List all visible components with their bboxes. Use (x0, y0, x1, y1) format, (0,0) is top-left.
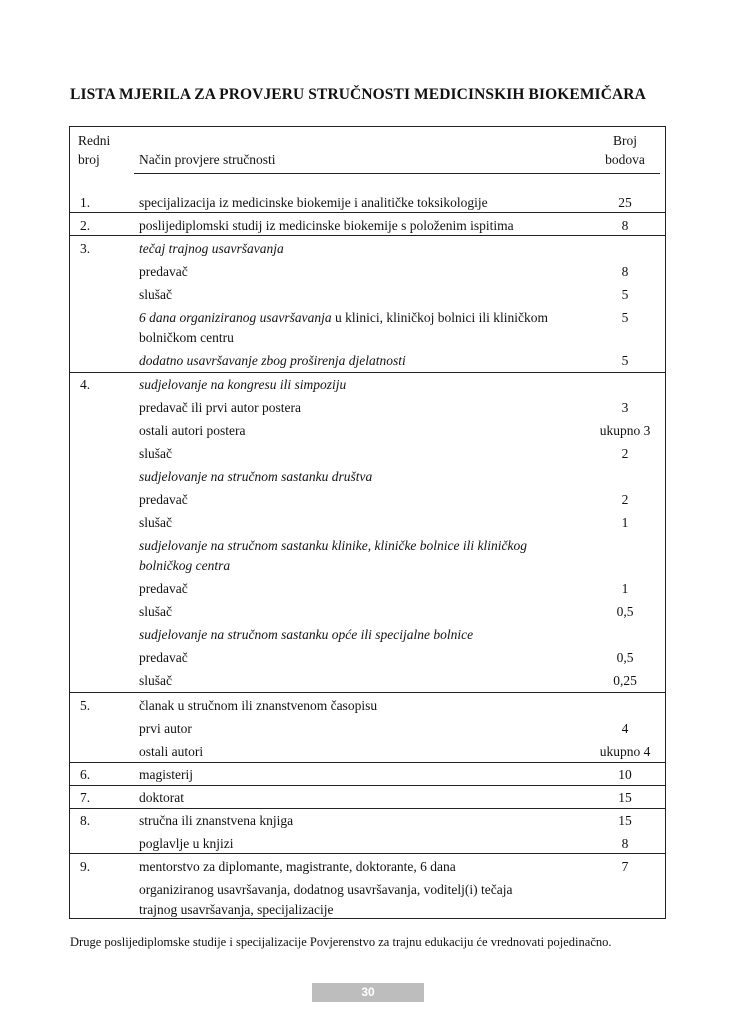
criterion-text: slušač (139, 287, 172, 302)
row-number: 5. (80, 698, 91, 713)
header-desc: Način provjere stručnosti (139, 152, 276, 167)
criterion-text: predavač (139, 650, 188, 665)
criterion-text: predavač (139, 492, 188, 507)
criterion-text: slušač (139, 446, 172, 461)
criterion-text: bolničkog centra (139, 558, 231, 573)
criterion-text: sudjelovanje na stručnom sastanku opće ili specijalne bolnice (139, 627, 474, 642)
points-value: 2 (621, 492, 629, 507)
row-number: 8. (80, 813, 91, 828)
points-value: 5 (621, 353, 629, 368)
criterion-text: prvi autor (139, 721, 192, 736)
criterion-text: ostali autori postera (139, 423, 246, 438)
criterion-text: doktorat (139, 790, 184, 805)
points-value: 0,25 (613, 673, 637, 688)
row-number: 4. (80, 377, 91, 392)
criterion-text: 6 dana organiziranog usavršavanja u klinici, kliničkoj bolnici ili kliničkom (139, 310, 548, 325)
points-value: ukupno 3 (599, 423, 651, 438)
row-separator (69, 372, 666, 373)
points-value: 2 (621, 446, 629, 461)
criterion-text: slušač (139, 673, 172, 688)
criterion-text: sudjelovanje na kongresu ili simpoziju (139, 377, 347, 392)
points-value: 1 (621, 515, 629, 530)
points-value: 10 (618, 767, 632, 782)
criterion-text: članak u stručnom ili znanstvenom časopisu (139, 698, 378, 713)
criterion-text: sudjelovanje na stručnom sastanku društva (139, 469, 373, 484)
row-number: 6. (80, 767, 91, 782)
points-value: 15 (618, 790, 632, 805)
row-separator (69, 692, 666, 693)
row-number: 1. (80, 195, 91, 210)
criterion-text: trajnog usavršavanja, specijalizacije (139, 902, 334, 917)
points-value: 5 (621, 310, 629, 325)
footnote: Druge poslijediplomske studije i specijalizacije Povjerenstvo za trajnu edukaciju će vrednovati pojedinačno. (70, 935, 612, 949)
points-value: 15 (618, 813, 632, 828)
row-separator (69, 808, 666, 809)
criterion-text: predavač (139, 581, 188, 596)
header-rule (134, 173, 660, 174)
points-value: 25 (618, 195, 632, 210)
points-value: 3 (621, 400, 629, 415)
row-separator (69, 212, 666, 213)
row-number: 3. (80, 241, 91, 256)
criterion-text: poglavlje u knjizi (139, 836, 234, 851)
criterion-text: dodatno usavršavanje zbog proširenja djelatnosti (139, 353, 406, 368)
points-value: 0,5 (616, 604, 634, 619)
criterion-text: ostali autori (139, 744, 204, 759)
points-value: 5 (621, 287, 629, 302)
page-title: LISTA MJERILA ZA PROVJERU STRUČNOSTI MEDICINSKIH BIOKEMIČARA (70, 86, 646, 103)
criterion-text: sudjelovanje na stručnom sastanku klinike, kliničke bolnice ili kliničkog (139, 538, 528, 553)
header-num-1: Redni (78, 133, 111, 148)
criterion-text-italic: 6 dana organiziranog usavršavanja (139, 310, 332, 325)
header-pts-1: Broj (612, 133, 637, 148)
points-value: 1 (621, 581, 629, 596)
criterion-text: organiziranog usavršavanja, dodatnog usavršavanja, voditelj(i) tečaja (139, 882, 513, 897)
row-number: 7. (80, 790, 91, 805)
points-value: 8 (621, 264, 629, 279)
row-separator (69, 853, 666, 854)
row-separator (69, 785, 666, 786)
criterion-text: predavač ili prvi autor postera (139, 400, 301, 415)
criterion-text: slušač (139, 604, 172, 619)
criterion-text: slušač (139, 515, 172, 530)
header-pts-2: bodova (605, 152, 645, 167)
criterion-text: bolničkom centru (139, 330, 234, 345)
criterion-text: tečaj trajnog usavršavanja (139, 241, 284, 256)
points-value: 4 (621, 721, 629, 736)
page-number: 30 (312, 983, 424, 1002)
points-value: 0,5 (616, 650, 634, 665)
points-value: 7 (621, 859, 629, 874)
row-separator (69, 762, 666, 763)
row-number: 9. (80, 859, 91, 874)
row-separator (69, 235, 666, 236)
criterion-text: specijalizacija iz medicinske biokemije i analitičke toksikologije (139, 195, 488, 210)
points-value: 8 (621, 218, 629, 233)
criterion-text: stručna ili znanstvena knjiga (139, 813, 294, 828)
points-value: ukupno 4 (599, 744, 651, 759)
criterion-text: poslijediplomski studij iz medicinske biokemije s položenim ispitima (139, 218, 514, 233)
criterion-text: mentorstvo za diplomante, magistrante, doktorante, 6 dana (139, 859, 456, 874)
criterion-text: magisterij (139, 767, 193, 782)
criterion-text: predavač (139, 264, 188, 279)
header-num-2: broj (78, 152, 100, 167)
row-number: 2. (80, 218, 91, 233)
points-value: 8 (621, 836, 629, 851)
